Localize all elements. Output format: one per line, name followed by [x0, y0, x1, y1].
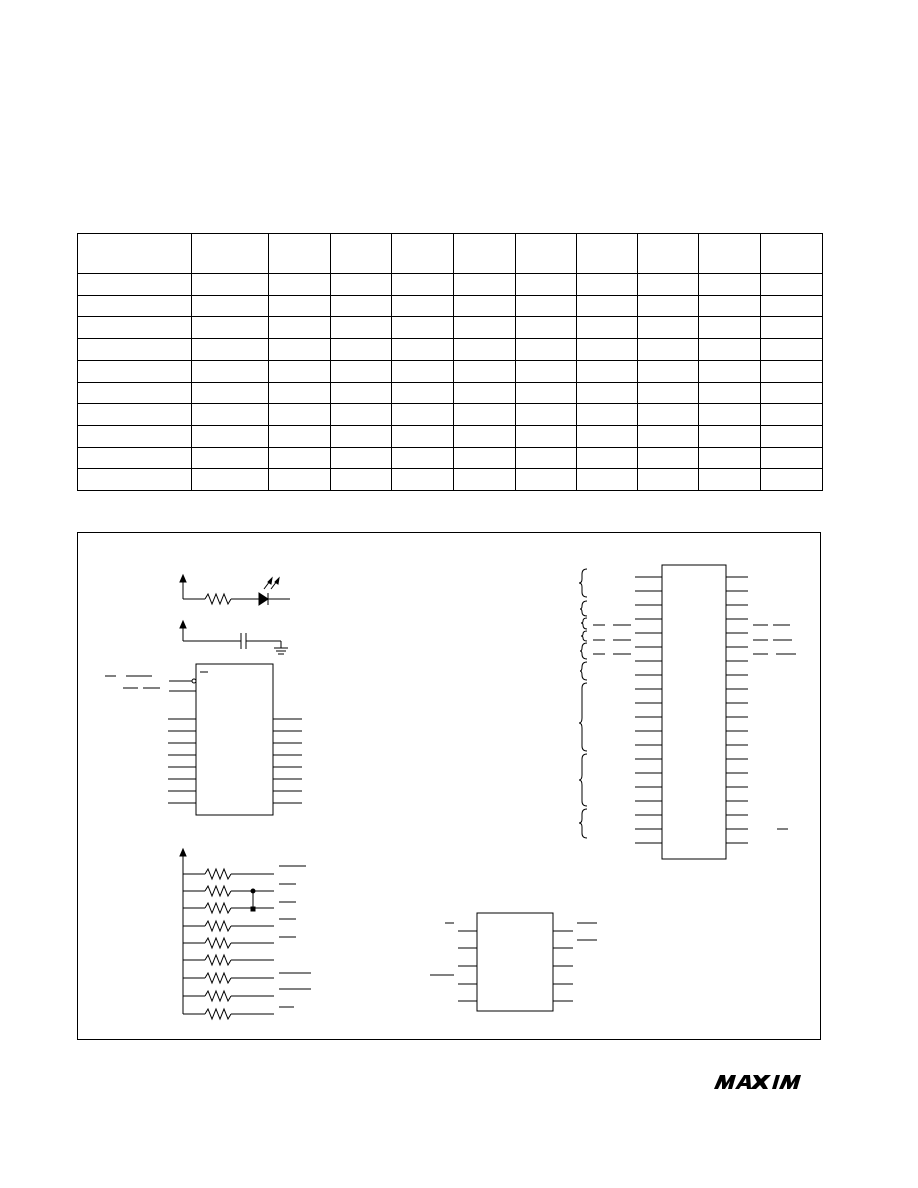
table-cell [192, 317, 269, 339]
table-cell [577, 360, 638, 382]
table-header-cell [761, 234, 823, 274]
table-row [78, 295, 823, 317]
logo-text: MAXIM [714, 1074, 718, 1075]
table-cell [269, 425, 331, 447]
table-header-cell [638, 234, 699, 274]
table-cell [638, 404, 699, 426]
led-branch [180, 575, 290, 605]
table-cell [577, 404, 638, 426]
table-cell [638, 339, 699, 361]
table-header-cell [392, 234, 454, 274]
table-cell [516, 425, 577, 447]
table-cell [392, 404, 454, 426]
table-cell [699, 317, 761, 339]
table-cell [392, 469, 454, 491]
table-cell [761, 360, 823, 382]
table-cell [331, 425, 392, 447]
table-cell [392, 382, 454, 404]
table-cell [516, 274, 577, 296]
table-cell [454, 317, 516, 339]
table-cell [454, 469, 516, 491]
table-cell [269, 317, 331, 339]
table-cell [192, 339, 269, 361]
table-cell [454, 339, 516, 361]
table-row [78, 447, 823, 469]
table-cell [192, 469, 269, 491]
table-cell [392, 295, 454, 317]
right-ic [579, 565, 796, 859]
table-header-cell [192, 234, 269, 274]
table-cell [638, 425, 699, 447]
table-cell [78, 425, 192, 447]
table-cell [269, 447, 331, 469]
table-header-cell [516, 234, 577, 274]
table-cell [638, 317, 699, 339]
table-cell [516, 360, 577, 382]
table-cell [78, 469, 192, 491]
application-circuit-frame [77, 532, 821, 1040]
table-cell [192, 425, 269, 447]
table-cell [331, 447, 392, 469]
table-cell [392, 360, 454, 382]
table-cell [192, 360, 269, 382]
table-cell [699, 274, 761, 296]
table-cell [454, 295, 516, 317]
table-cell [192, 447, 269, 469]
table-cell [516, 382, 577, 404]
table-cell [331, 295, 392, 317]
table-cell [331, 404, 392, 426]
table-cell [761, 295, 823, 317]
table-header-cell [269, 234, 331, 274]
table-cell [269, 404, 331, 426]
table-header-cell [78, 234, 192, 274]
table-cell [699, 339, 761, 361]
table-cell [761, 404, 823, 426]
table-cell [331, 274, 392, 296]
table-cell [78, 382, 192, 404]
table-cell [269, 295, 331, 317]
table-cell [269, 360, 331, 382]
table-row [78, 382, 823, 404]
table-cell [699, 425, 761, 447]
table-header-row [78, 234, 823, 274]
table-cell [331, 339, 392, 361]
table-cell [78, 317, 192, 339]
left-ic [105, 664, 302, 815]
table-cell [454, 404, 516, 426]
table-row [78, 469, 823, 491]
table-header-cell [577, 234, 638, 274]
table-cell [638, 360, 699, 382]
table-cell [577, 339, 638, 361]
table-cell [331, 382, 392, 404]
application-circuit-diagram [78, 533, 822, 1041]
table-cell [761, 425, 823, 447]
table-cell [577, 382, 638, 404]
table-cell [269, 382, 331, 404]
table-cell [699, 295, 761, 317]
table-cell [761, 469, 823, 491]
resistor-ladder [180, 849, 311, 1019]
table-cell [192, 295, 269, 317]
table-cell [577, 295, 638, 317]
table-cell [331, 360, 392, 382]
specification-table [77, 233, 823, 491]
table-row [78, 317, 823, 339]
table-cell [699, 447, 761, 469]
table-cell [192, 382, 269, 404]
table-cell [269, 339, 331, 361]
table-cell [577, 425, 638, 447]
table-cell [269, 469, 331, 491]
table-cell [577, 469, 638, 491]
table-cell [454, 425, 516, 447]
table-cell [454, 274, 516, 296]
table-row [78, 339, 823, 361]
table-cell [392, 317, 454, 339]
table-header-cell [699, 234, 761, 274]
table-cell [192, 404, 269, 426]
table-cell [78, 339, 192, 361]
table-cell [192, 274, 269, 296]
table-cell [78, 274, 192, 296]
table-cell [78, 404, 192, 426]
table-header-cell [331, 234, 392, 274]
table-cell [516, 447, 577, 469]
table-cell [78, 295, 192, 317]
table-cell [638, 295, 699, 317]
table-cell [269, 274, 331, 296]
table-cell [392, 425, 454, 447]
maxim-logo [714, 1074, 816, 1090]
table-cell [577, 447, 638, 469]
table-cell [331, 317, 392, 339]
table-cell [454, 447, 516, 469]
table-cell [761, 382, 823, 404]
bottom-ic [430, 913, 597, 1011]
table-cell [699, 404, 761, 426]
table-cell [577, 274, 638, 296]
table-cell [516, 404, 577, 426]
table-cell [78, 360, 192, 382]
table-cell [392, 447, 454, 469]
capacitor-branch [180, 621, 288, 654]
table-cell [761, 447, 823, 469]
table-cell [78, 447, 192, 469]
table-cell [577, 317, 638, 339]
table-cell [761, 274, 823, 296]
table-row [78, 404, 823, 426]
table-cell [638, 274, 699, 296]
table-header-cell [454, 234, 516, 274]
table-cell [699, 469, 761, 491]
table-cell [699, 360, 761, 382]
table-cell [638, 447, 699, 469]
table-cell [761, 317, 823, 339]
table-cell [392, 274, 454, 296]
table-cell [516, 317, 577, 339]
table-cell [638, 469, 699, 491]
table-cell [516, 295, 577, 317]
table-cell [392, 339, 454, 361]
table-cell [454, 360, 516, 382]
table-cell [699, 382, 761, 404]
table-cell [761, 339, 823, 361]
table-row [78, 360, 823, 382]
table-cell [516, 339, 577, 361]
table-row [78, 274, 823, 296]
table-cell [331, 469, 392, 491]
table-row [78, 425, 823, 447]
table-cell [454, 382, 516, 404]
table-cell [516, 469, 577, 491]
table-cell [638, 382, 699, 404]
